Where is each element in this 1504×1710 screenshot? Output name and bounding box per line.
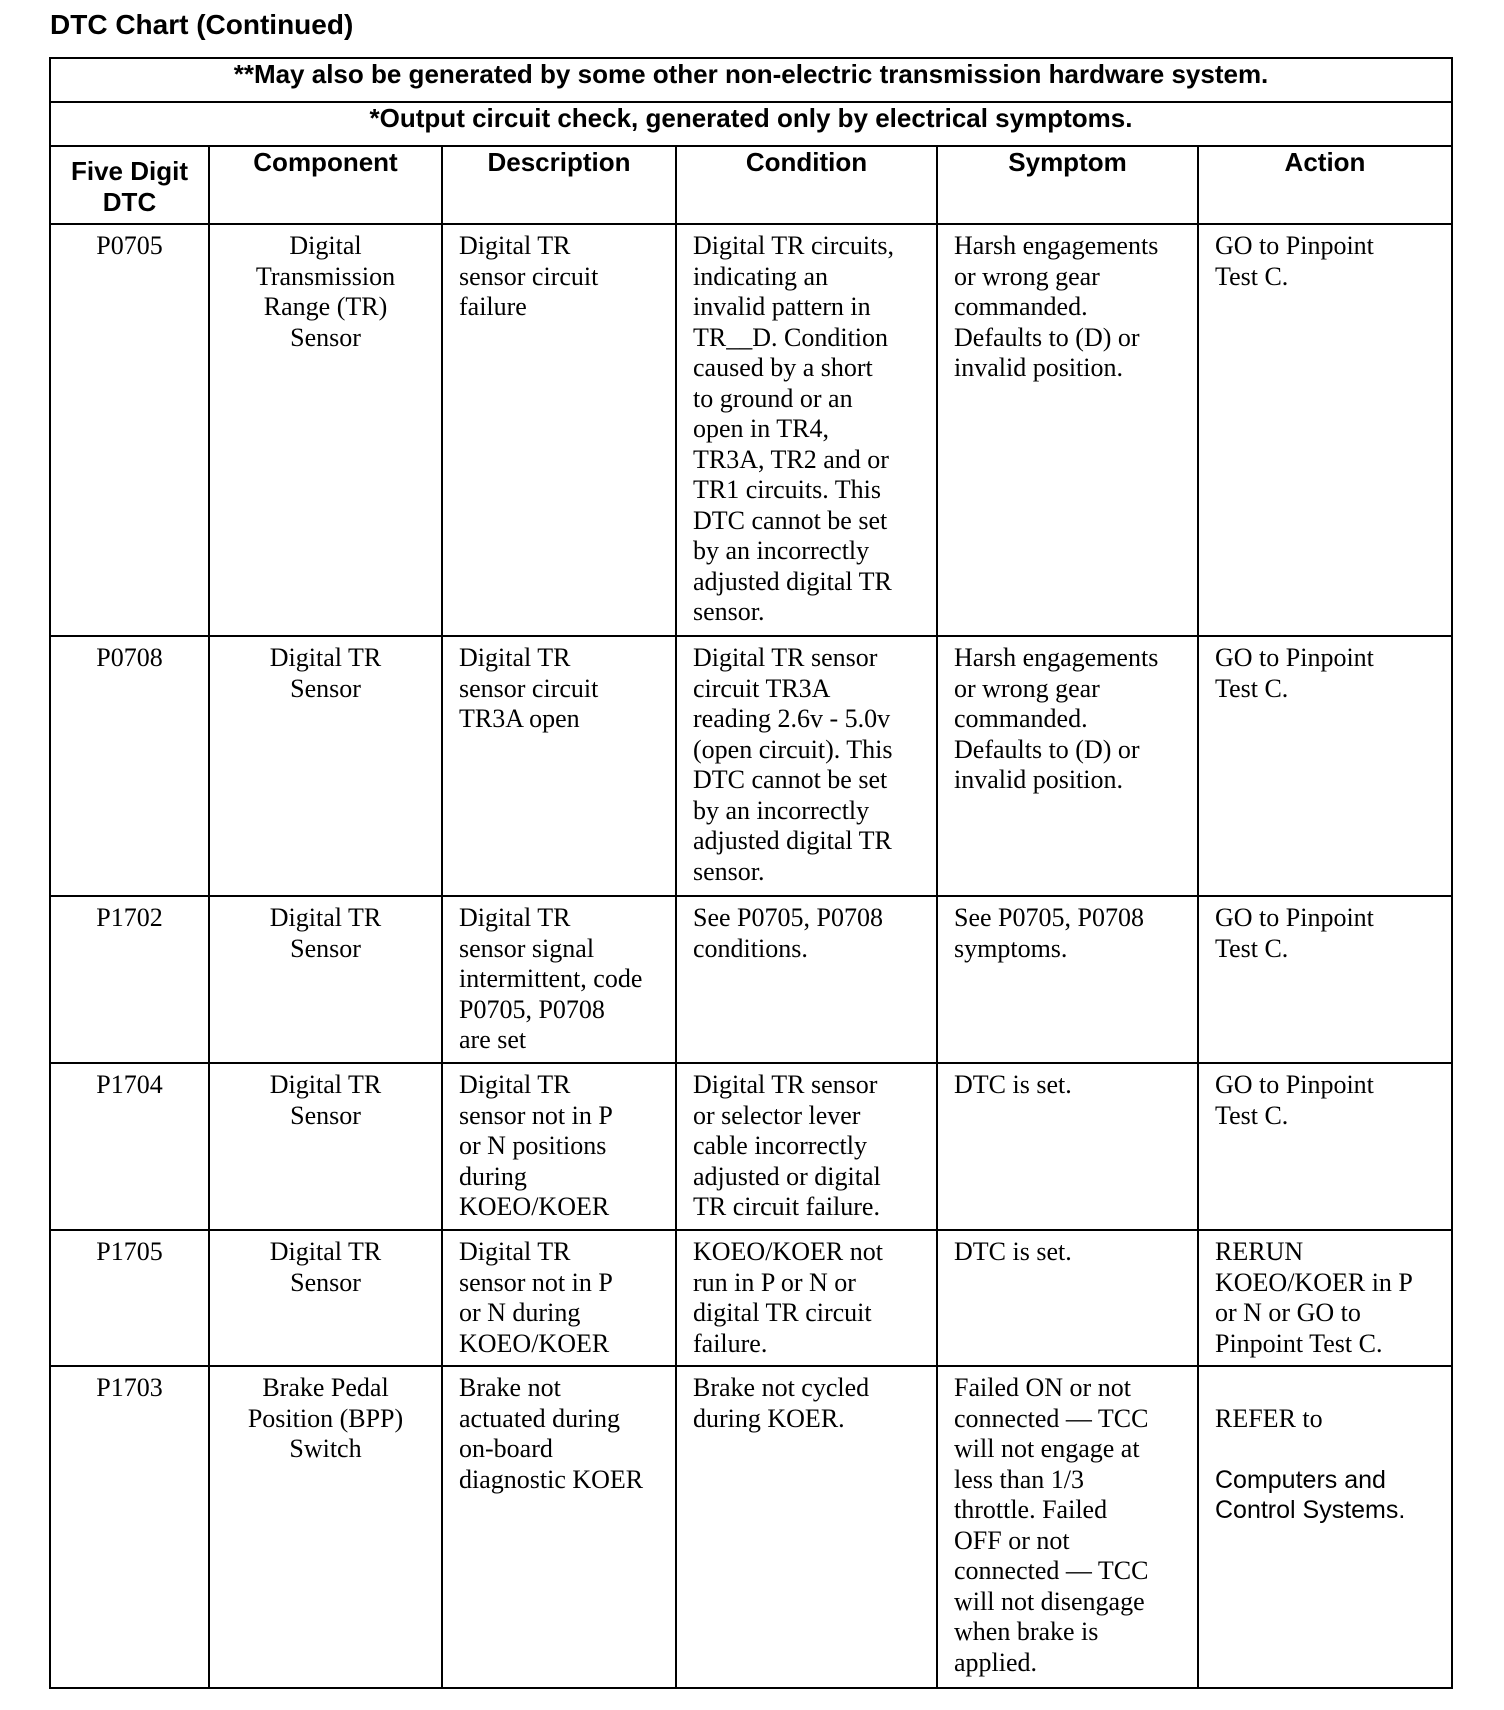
action-refer-label: REFER to: [1215, 1403, 1323, 1433]
action-reference-link: Computers and Control Systems.: [1215, 1465, 1406, 1524]
table-row: [50, 636, 1452, 896]
table-row: [50, 224, 1452, 636]
table-row: [50, 896, 1452, 1063]
header-symptom: Symptom: [937, 146, 1198, 224]
dtc-chart-table: [49, 57, 1453, 1689]
description-cell: Digital TR sensor not in P or N during KOEO/KOER: [442, 1230, 676, 1366]
header-component: Component: [209, 146, 442, 224]
note-hardware: **May also be generated by some other non-electric transmission hardware system.: [50, 58, 1452, 102]
component-cell: Digital TR Sensor: [209, 1230, 442, 1366]
dtc-code: P1703: [50, 1366, 209, 1688]
condition-cell: KOEO/KOER not run in P or N or digital TR circuit failure.: [676, 1230, 937, 1366]
header-description: Description: [442, 146, 676, 224]
symptom-cell: Failed ON or not connected — TCC will not engage at less than 1/3 throttle. Failed OFF or not connected — TCC will not disengage when brake is applied.: [937, 1366, 1198, 1688]
action-cell: GO to Pinpoint Test C.: [1198, 896, 1452, 1063]
table-row: [50, 1366, 1452, 1688]
header-condition: Condition: [676, 146, 937, 224]
description-cell: Brake not actuated during on-board diagnostic KOER: [442, 1366, 676, 1688]
description-cell: Digital TR sensor circuit failure: [442, 224, 676, 636]
condition-cell: Brake not cycled during KOER.: [676, 1366, 937, 1688]
condition-cell: Digital TR sensor or selector lever cable incorrectly adjusted or digital TR circuit failure.: [676, 1063, 937, 1230]
component-cell: Brake Pedal Position (BPP) Switch: [209, 1366, 442, 1688]
table-row: [50, 1063, 1452, 1230]
action-cell: GO to Pinpoint Test C.: [1198, 224, 1452, 636]
symptom-cell: DTC is set.: [937, 1230, 1198, 1366]
dtc-code: P0708: [50, 636, 209, 896]
note-row-1: [50, 58, 1452, 102]
note-output-circuit: *Output circuit check, generated only by electrical symptoms.: [50, 102, 1452, 146]
dtc-code: P0705: [50, 224, 209, 636]
action-cell: GO to Pinpoint Test C.: [1198, 636, 1452, 896]
component-cell: Digital TR Sensor: [209, 636, 442, 896]
header-action: Action: [1198, 146, 1452, 224]
header-row: [50, 146, 1452, 224]
action-cell: [1198, 1366, 1452, 1688]
component-cell: Digital Transmission Range (TR) Sensor: [209, 224, 442, 636]
condition-cell: See P0705, P0708 conditions.: [676, 896, 937, 1063]
symptom-cell: See P0705, P0708 symptoms.: [937, 896, 1198, 1063]
condition-cell: Digital TR sensor circuit TR3A reading 2.6v - 5.0v (open circuit). This DTC cannot be set by an incorrectly adjusted digital TR sensor.: [676, 636, 937, 896]
table-row: [50, 1230, 1452, 1366]
description-cell: Digital TR sensor not in P or N positions during KOEO/KOER: [442, 1063, 676, 1230]
note-row-2: [50, 102, 1452, 146]
symptom-cell: DTC is set.: [937, 1063, 1198, 1230]
dtc-code: P1705: [50, 1230, 209, 1366]
component-cell: Digital TR Sensor: [209, 1063, 442, 1230]
dtc-code: P1702: [50, 896, 209, 1063]
action-cell: GO to Pinpoint Test C.: [1198, 1063, 1452, 1230]
page-title: DTC Chart (Continued): [50, 9, 354, 40]
component-cell: Digital TR Sensor: [209, 896, 442, 1063]
dtc-code: P1704: [50, 1063, 209, 1230]
description-cell: Digital TR sensor circuit TR3A open: [442, 636, 676, 896]
condition-cell: Digital TR circuits, indicating an invalid pattern in TR__D. Condition caused by a short to ground or an open in TR4, TR3A, TR2 and or TR1 circuits. This DTC cannot be set by an incorrectly adjusted digital TR sensor.: [676, 224, 937, 636]
symptom-cell: Harsh engagements or wrong gear commanded. Defaults to (D) or invalid position.: [937, 224, 1198, 636]
symptom-cell: Harsh engagements or wrong gear commanded. Defaults to (D) or invalid position.: [937, 636, 1198, 896]
action-cell: RERUN KOEO/KOER in P or N or GO to Pinpoint Test C.: [1198, 1230, 1452, 1366]
description-cell: Digital TR sensor signal intermittent, code P0705, P0708 are set: [442, 896, 676, 1063]
header-dtc: Five Digit DTC: [50, 146, 209, 224]
